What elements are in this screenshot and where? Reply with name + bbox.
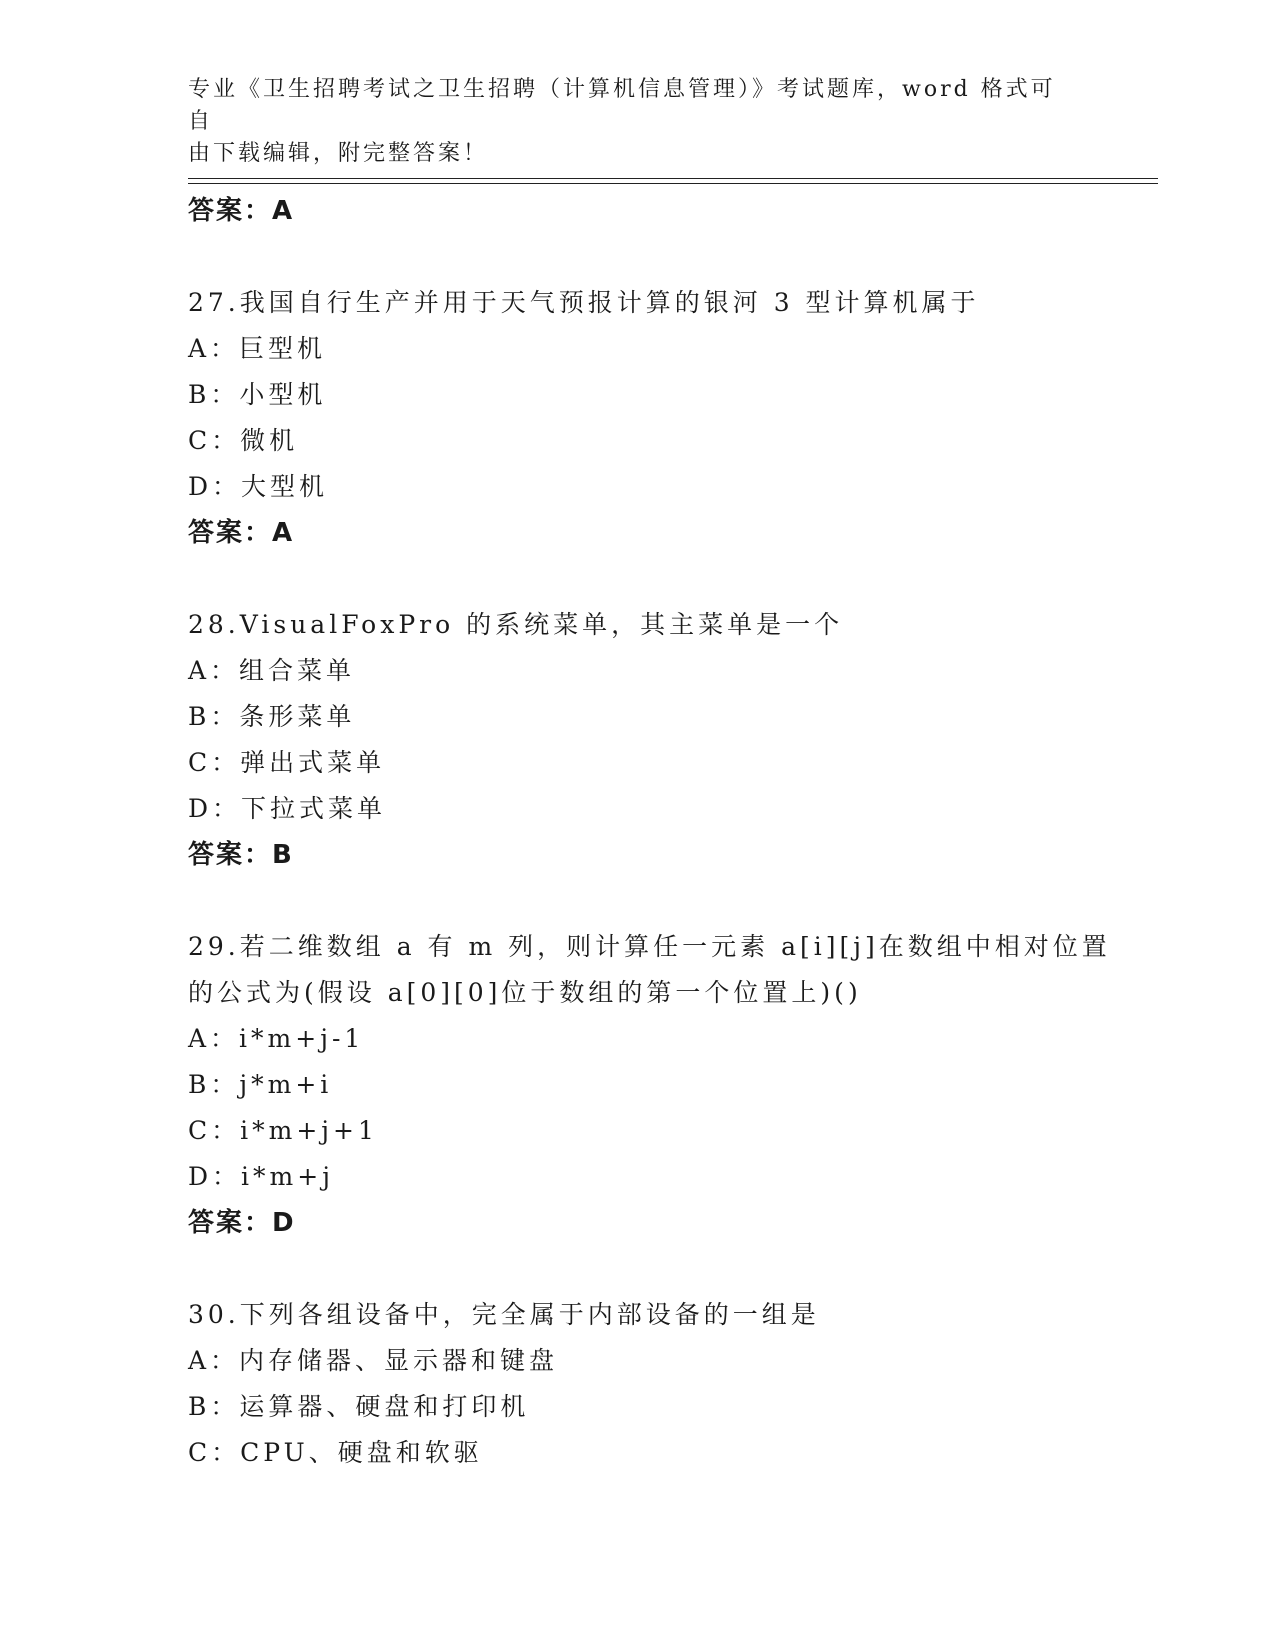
- option-b: B：条形菜单: [188, 702, 356, 731]
- question-stem: 30.下列各组设备中，完全属于内部设备的一组是: [188, 1300, 820, 1329]
- header-line-2: 由下载编辑，附完整答案！: [188, 141, 489, 166]
- header-line-1: 专业《卫生招聘考试之卫生招聘（计算机信息管理）》考试题库，word 格式可自: [188, 77, 1056, 134]
- option-b: B：j*m+i: [188, 1070, 333, 1099]
- question-stem: 28.VisualFoxPro 的系统菜单，其主菜单是一个: [188, 610, 844, 639]
- spacer: [188, 878, 1088, 924]
- question-stem: 27.我国自行生产并用于天气预报计算的银河 3 型计算机属于: [188, 288, 980, 317]
- header-rule-top: [188, 178, 1158, 179]
- answer: 答案：D: [188, 1208, 296, 1238]
- option-c: C：i*m+j+1: [188, 1116, 378, 1145]
- option-d: D：下拉式菜单: [188, 794, 387, 823]
- option-a: A：组合菜单: [188, 656, 356, 685]
- header-rule-bottom: [188, 183, 1158, 184]
- option-a: A：巨型机: [188, 334, 327, 363]
- question-28: [188, 602, 1088, 878]
- answer: 答案：A: [188, 518, 295, 548]
- option-b: B：小型机: [188, 380, 327, 409]
- question-30: [188, 1292, 1088, 1476]
- answer: 答案：B: [188, 840, 294, 870]
- option-a: A：i*m+j-1: [188, 1024, 365, 1053]
- spacer: [188, 234, 1088, 280]
- question-stem-line-2: 的公式为(假设 a[0][0]位于数组的第一个位置上)(): [188, 978, 862, 1007]
- option-c: C：CPU、硬盘和软驱: [188, 1438, 483, 1467]
- option-d: D：大型机: [188, 472, 329, 501]
- option-c: C：弹出式菜单: [188, 748, 386, 777]
- option-a: A：内存储器、显示器和键盘: [188, 1346, 559, 1375]
- spacer: [188, 1246, 1088, 1292]
- question-29: [188, 924, 1111, 1246]
- document-header: [188, 74, 1068, 170]
- question-27: [188, 280, 1088, 556]
- option-c: C：微机: [188, 426, 299, 455]
- spacer: [188, 556, 1088, 602]
- option-d: D：i*m+j: [188, 1162, 334, 1191]
- document-body: [188, 188, 1111, 1476]
- option-b: B：运算器、硬盘和打印机: [188, 1392, 530, 1421]
- question-stem-line-1: 29.若二维数组 a 有 m 列，则计算任一元素 a[i][j]在数组中相对位置: [188, 932, 1111, 961]
- previous-answer: 答案：A: [188, 196, 295, 226]
